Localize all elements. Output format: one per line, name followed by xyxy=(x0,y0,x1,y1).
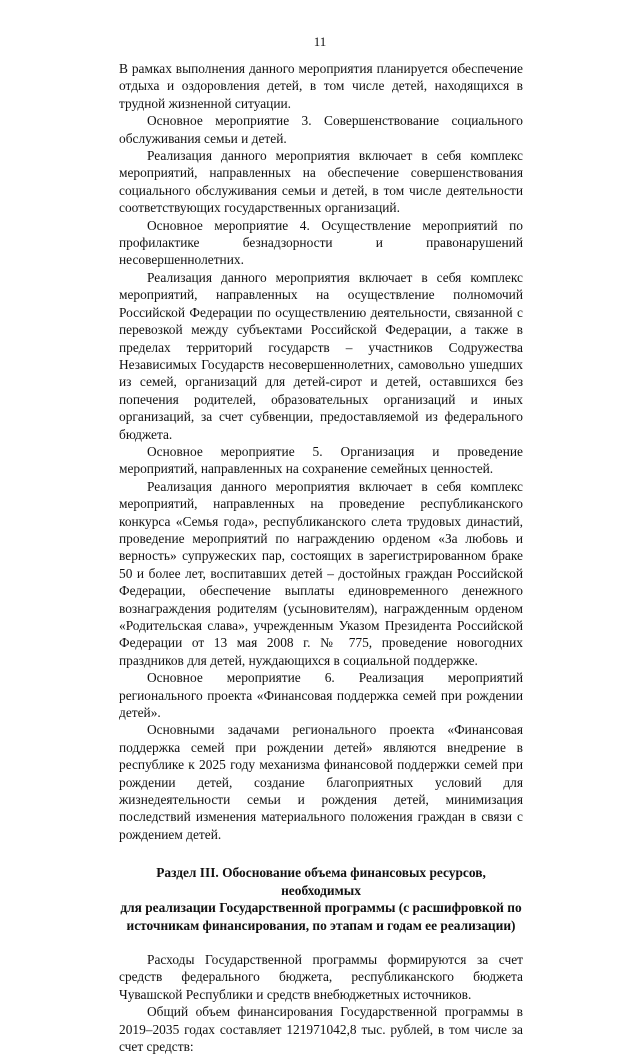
paragraph: Расходы Государственной программы формируются за счет средств федерального бюджета, республиканского бюджета Чувашской Республики и средств внебюджетных источников. xyxy=(119,951,523,1002)
section-heading-line: источникам финансирования, по этапам и годам ее реализации) xyxy=(126,917,516,933)
paragraph: Основными задачами регионального проекта «Финансовая поддержка семей при рождении детей» являются внедрение в республике к 2025 году механизма финансовой поддержки семей при рождении детей, создание благоприятных условий для жизнедеятельности семьи и рождения детей, минимизация последствий изменения материального положения граждан в связи с рождением детей. xyxy=(119,722,523,842)
paragraph: Основное мероприятие 5. Организация и проведение мероприятий, направленных на сохранение семейных ценностей. xyxy=(119,443,523,477)
paragraph: Реализация данного мероприятия включает в себя комплекс мероприятий, направленных на обеспечение совершенствования социального обслуживания семьи и детей, в том числе деятельности соответствующих государственных организаций. xyxy=(119,148,523,216)
page-number: 11 xyxy=(313,34,327,49)
section-heading-line: Раздел III. Обоснование объема финансовых ресурсов, необходимых xyxy=(156,865,486,898)
document-body xyxy=(119,60,523,1055)
section-heading xyxy=(119,864,523,934)
paragraph: В рамках выполнения данного мероприятия планируется обеспечение отдыха и оздоровления детей, в том числе детей, находящихся в трудной жизненной ситуации. xyxy=(119,61,523,111)
section-heading-line: для реализации Государственной программы (с расшифровкой по xyxy=(120,900,522,916)
paragraph: Реализация данного мероприятия включает в себя комплекс мероприятий, направленных на проведение республиканского конкурса «Семья года», республиканского слета трудовых династий, проведение мероприятий по награждению орденом «За любовь и верность» супружеских пар, состоящих в зарегистрированном браке 50 и более лет, воспитавших детей – достойных граждан Российской Федерации, обеспечение выплаты единовременного денежного вознаграждения родителям (усыновителям), награжденным орденом «Родительская слава», учрежденным Указом Президента Российской Федерации от 13 мая 2008 г. № 775, проведение новогодних праздников для детей, нуждающихся в социальной поддержке. xyxy=(119,478,523,668)
paragraph: Основное мероприятие 4. Осуществление мероприятий по профилактике безнадзорности и правонарушений несовершеннолетних. xyxy=(119,217,523,268)
paragraph: Основное мероприятие 3. Совершенствование социального обслуживания семьи и детей. xyxy=(119,113,523,146)
paragraph: Реализация данного мероприятия включает в себя комплекс мероприятий, направленных на осуществление полномочий Российской Федерации по осуществлению деятельности, связанной с перевозкой между субъектами Российской Федерации, а также в пределах территорий государств – участников Содружества Независимых Государств несовершеннолетних, самовольно ушедших из семей, организаций для детей-сирот и детей, оставшихся без попечения родителей, образовательных организаций и иных организаций, за счет субвенции, предоставляемой из федерального бюджета. xyxy=(119,269,523,442)
paragraph: Общий объем финансирования Государственной программы в 2019–2035 годах составляет 121971042,8 тыс. рублей, в том числе за счет средств: xyxy=(119,1004,523,1054)
paragraph: Основное мероприятие 6. Реализация мероприятий регионального проекта «Финансовая поддержка семей при рождении детей». xyxy=(119,670,523,721)
